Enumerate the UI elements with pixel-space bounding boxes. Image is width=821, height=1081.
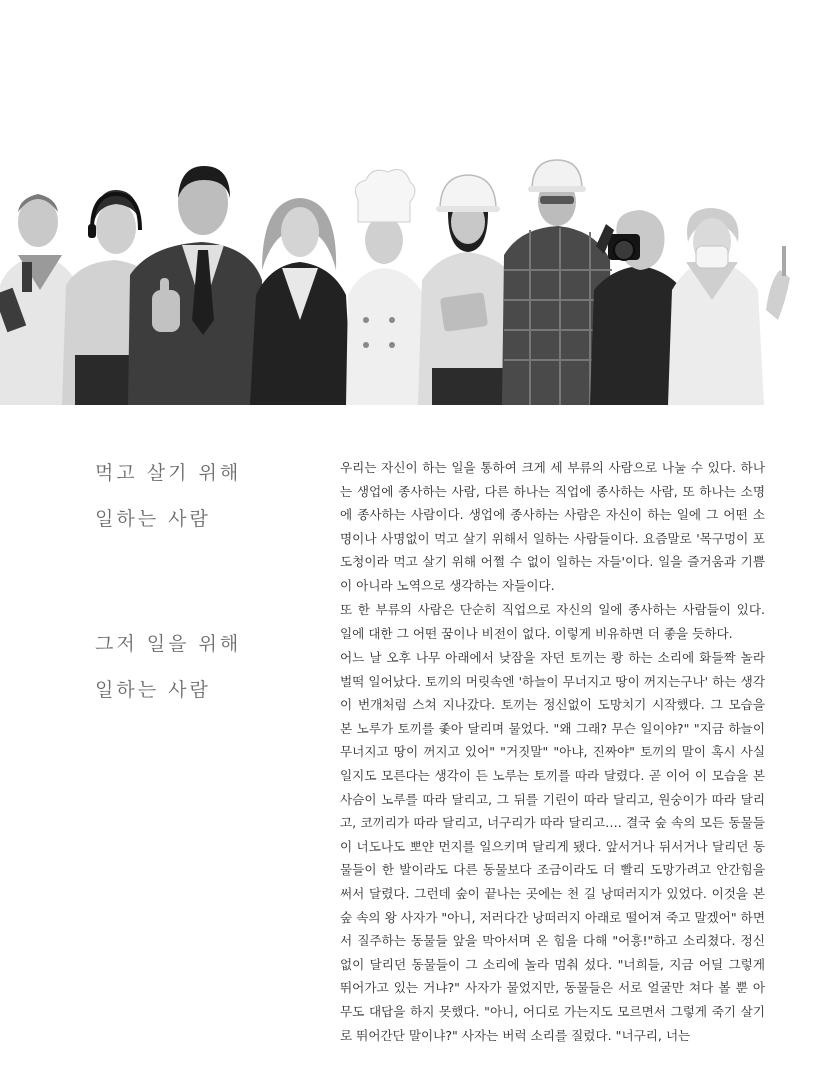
- heading-line: 그저 일을 위해: [95, 633, 242, 655]
- section-heading-1: [95, 450, 241, 542]
- heading-line: 일하는 사람: [95, 679, 211, 701]
- workers-banner-image: [0, 150, 821, 405]
- body-paragraph-3: 어느 날 오후 나무 아래에서 낮잠을 자던 토끼는 쾅 하는 소리에 화들짝 놀라 벌떡 일어났다. 토끼의 머릿속엔 '하늘이 무너지고 땅이 꺼지는구나' 하는 생각이 번개처럼 스쳐 지나갔다. 토끼는 정신없이 도망치기 시작했다. 그 모습을 본 노루가 토끼를 좇아 달리며 물었다. "왜 그래? 무슨 일이야?" "지금 하늘이 무너지고 땅이 꺼지고 있어" "거짓말" "아냐, 진짜야" 토끼의 말이 혹시 사실일지도 모른다는 생각이 든 노루는 토끼를 따라 달렸다. 곧 이어 이 모습을 본 사슴이 노루를 따라 달리고, 그 뒤를 기린이 따라 달리고, 원숭이가 따라 달리고, 코끼리가 따라 달리고, 너구리가 따라 달리고…. 결국 숲 속의 모든 동물들이 너도나도 뽀얀 먼지를 일으키며 달리게 됐다. 앞서거나 뒤서거나 달리던 동물들이 한 발이라도 다른 동물보다 조금이라도 더 빨리 도망가려고 안간힘을 써서 달렸다. 그런데 숲이 끝나는 곳에는 천 길 낭떠러지가 있었다. 이것을 본 숲 속의 왕 사자가 "아니, 저러다간 낭떠러지 아래로 떨어져 죽고 말겠어" 하면서 질주하는 동물들 앞을 막아서며 온 힘을 다해 "어흥!"하고 소리쳤다. 정신없이 달리던 동물들이 그 소리에 놀라 멈춰 섰다. "너희들, 지금 어딜 그렇게 뛰어가고 있는 거냐?" 사자가 물었지만, 동물들은 서로 얼굴만 쳐다 볼 뿐 아무도 대답을 하지 못했다. "아니, 어디로 가는지도 모르면서 그렇게 죽기 살기로 뛰어간단 말이냐?" 사자는 버럭 소리를 질렀다. "너구리, 너는: [340, 650, 765, 1043]
- body-paragraph-1: 우리는 자신이 하는 일을 통하여 크게 세 부류의 사람으로 나눌 수 있다. 하나는 생업에 종사하는 사람, 다른 하나는 직업에 종사하는 사람, 또 하나는 소명에 종사하는 사람이다. 생업에 종사하는 사람은 자신이 하는 일에 그 어떤 소명이나 사명없이 먹고 살기 위해서 일하는 사람들이다. 요즘말로 '목구멍이 포도청이라 먹고 살기 위해 어쩔 수 없이 일하는 자들'이다. 일을 즐거움과 기쁨이 아니라 노역으로 생각하는 자들이다.: [340, 460, 765, 593]
- body-paragraph-2: 또 한 부류의 사람은 단순히 직업으로 자신의 일에 종사하는 사람들이 있다. 일에 대한 그 어떤 꿈이나 비전이 없다. 이렇게 비유하면 더 좋을 듯하다.: [340, 602, 765, 641]
- heading-line: 먹고 살기 위해: [95, 462, 242, 484]
- heading-line: 일하는 사람: [95, 508, 211, 530]
- section-heading-2: [95, 621, 241, 713]
